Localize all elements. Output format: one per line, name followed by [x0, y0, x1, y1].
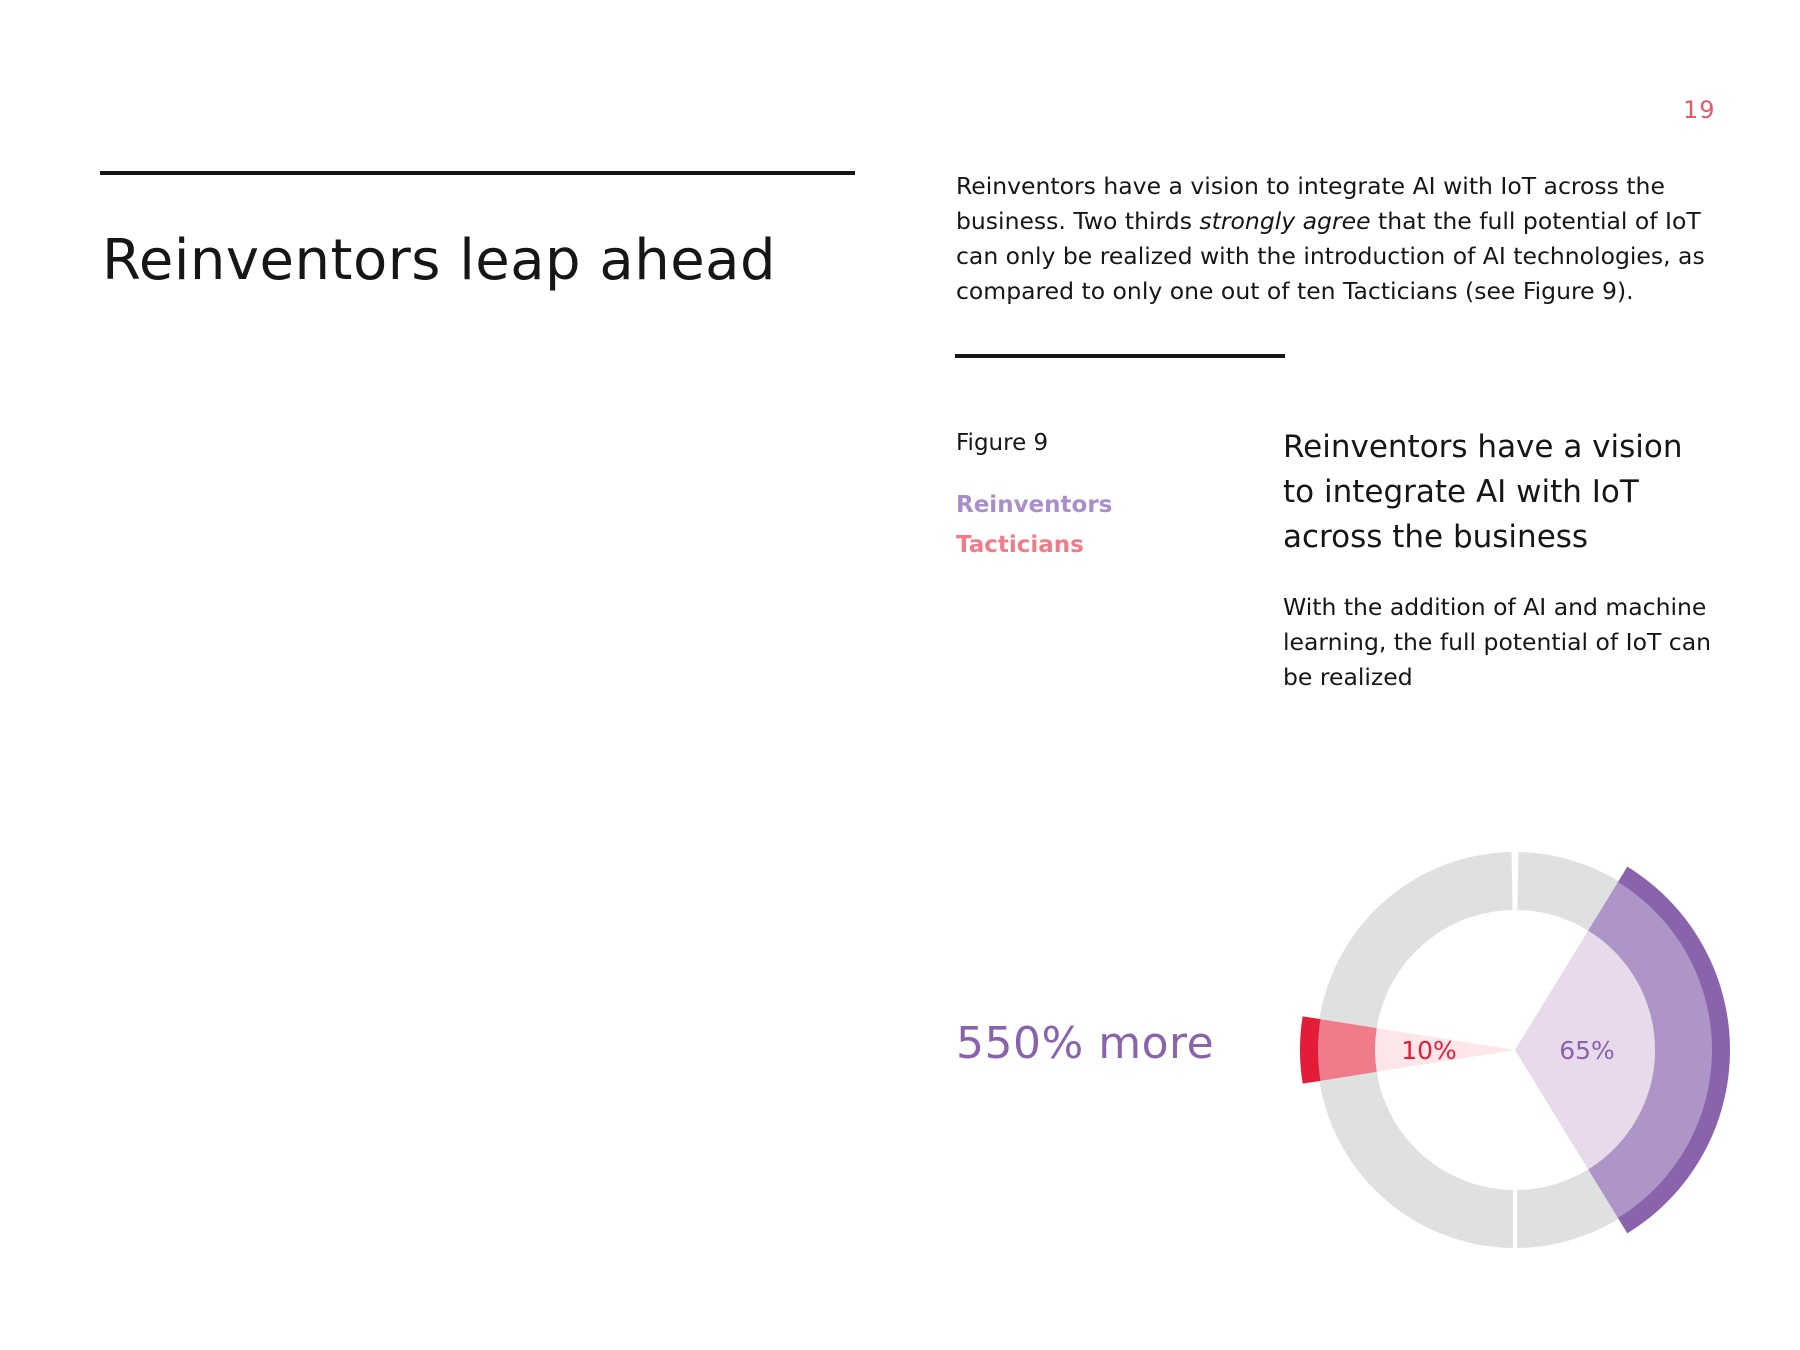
page-headline: Reinventors leap ahead: [102, 228, 777, 293]
chart-container: [1270, 840, 1730, 1260]
legend-item-reinventors: Reinventors: [956, 492, 1113, 518]
legend-item-tacticians: Tacticians: [956, 532, 1084, 558]
intro-paragraph: [956, 169, 1716, 309]
intro-emphasis: strongly agree: [1199, 207, 1371, 235]
figure-label: Figure 9: [956, 430, 1049, 456]
tacticians-value-label: 10%: [1401, 1036, 1457, 1065]
page-number: 19: [1683, 96, 1716, 124]
tacticians-outer-band: [1300, 1016, 1320, 1083]
intro-text-part2: that the full potential of IoT can only be realized with the introduction of AI technologies, as compared to only one out of ten Tacticians (see Figure 9).: [956, 207, 1705, 305]
tacticians-ring-band: [1317, 1019, 1377, 1081]
headline-rule: [100, 171, 855, 175]
figure-description: With the addition of AI and machine learning, the full potential of IoT can be realized: [1283, 593, 1712, 691]
intro-text-part1: Reinventors have a vision to integrate AI with IoT across the business. Two thirds: [956, 172, 1665, 235]
donut-chart: [1270, 840, 1730, 1260]
reinventors-value-label: 65%: [1559, 1036, 1615, 1065]
figure-title: Reinventors have a vision to integrate AI with IoT across the business: [1283, 429, 1683, 555]
callout-text: 550% more: [956, 1018, 1215, 1069]
figure-rule: [955, 354, 1285, 358]
reinventors-slice: [1515, 867, 1730, 1234]
ring-segment-3: [1319, 852, 1512, 1028]
